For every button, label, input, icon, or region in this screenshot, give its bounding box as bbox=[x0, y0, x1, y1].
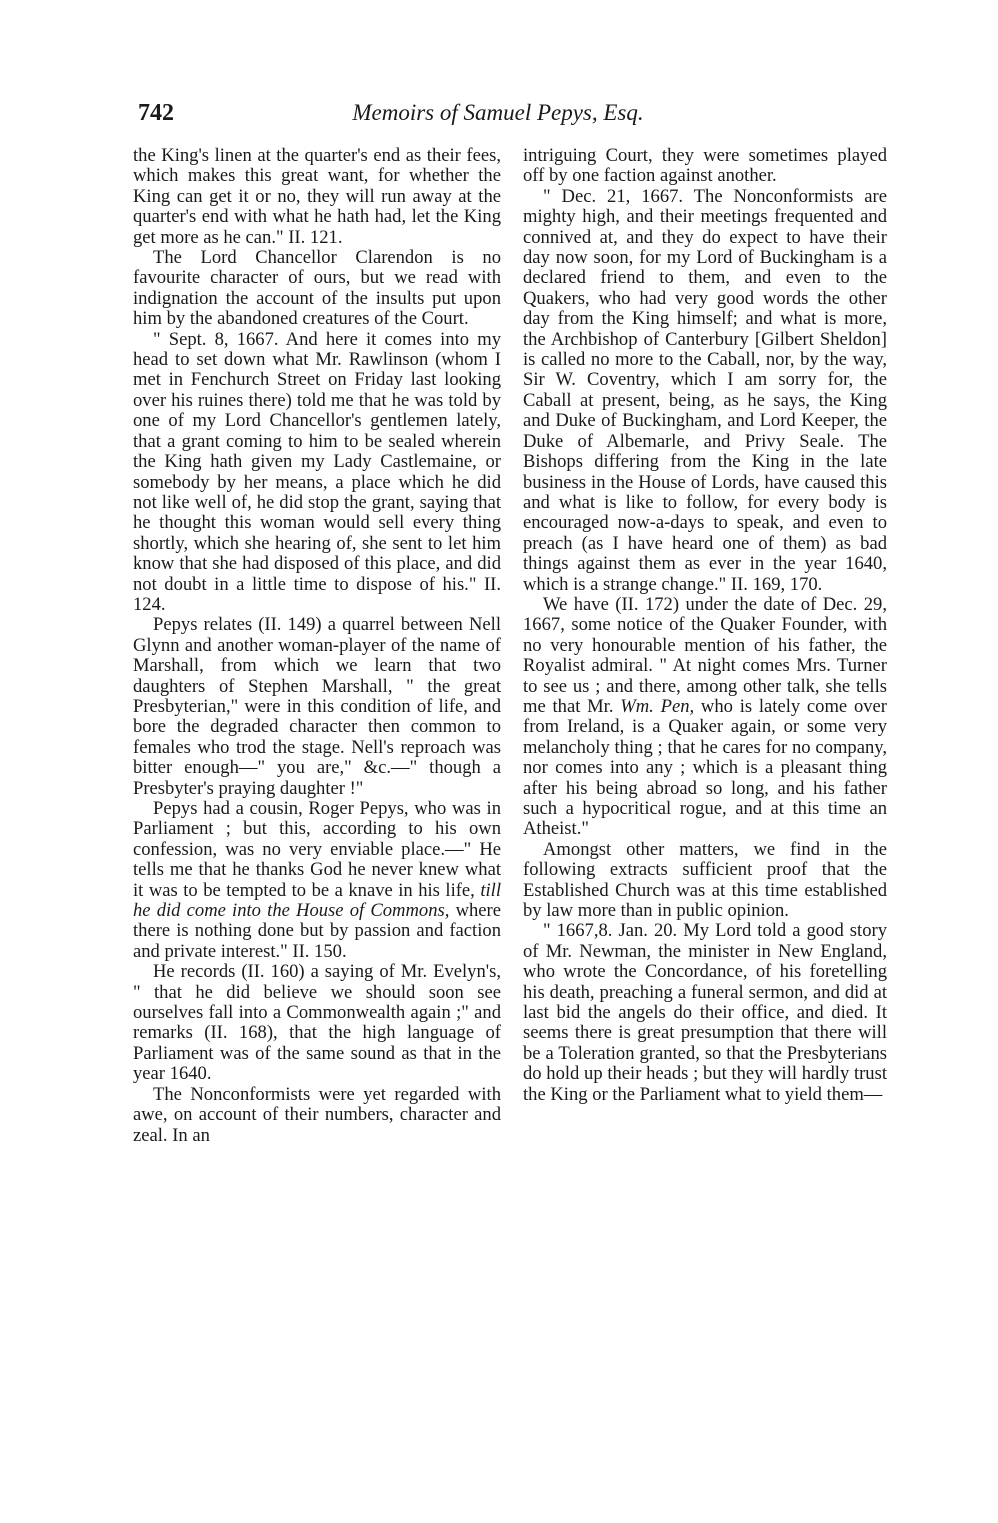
paragraph: " 1667,8. Jan. 20. My Lord told a good story of Mr. Newman, the minister in New England, who wrote the Concordance, of his foretelling his death, preaching a funeral sermon, and did at last bid the angels do their office, and died. It seems there is great presumption that there will be a Toleration granted, so that the Presbyterians do hold up their heads ; but they will hardly trust the King or the Parliament what to yield them— bbox=[523, 920, 887, 1105]
paragraph: The Lord Chancellor Clarendon is no favourite character of ours, but we read with indignation the account of the insults put upon him by the abandoned creatures of the Court. bbox=[133, 247, 501, 330]
paragraph: the King's linen at the quarter's end as their fees, which makes this great want, for whether the King can get it or no, they will run away at the quarter's end with what he hath had, let the King get more as he can." II. 121. bbox=[133, 145, 501, 248]
paragraph bbox=[523, 595, 887, 840]
paragraph-text: who is lately come over from Ireland, is a Quaker again, or some very melancholy thing ; that he cares for no company, nor comes into any ; which is a pleasant thing after his being abroad so long, and his father such a hypocritical rogue, and at this time an Atheist." bbox=[523, 695, 887, 840]
left-column bbox=[133, 146, 501, 1146]
italic-text: Wm. Pen, bbox=[620, 695, 695, 717]
paragraph: Amongst other matters, we find in the following extracts sufficient proof that the Established Church was at this time established by law more than in public opinion. bbox=[523, 838, 887, 922]
paragraph-text: Pepys had a cousin, Roger Pepys, who was in Parliament ; but this, according to his own confession, was no very enviable place.—" He tells me that he thanks God he never knew what it was to be tempted to be a knave in his life, bbox=[133, 798, 501, 901]
right-column bbox=[523, 146, 887, 1105]
paragraph-text: where there is nothing done but by passion and faction and private interest." II. 150. bbox=[133, 900, 501, 962]
paragraph: " Dec. 21, 1667. The Nonconformists are mighty high, and their meetings frequented and connived at, and they do expect to have their day now soon, for my Lord of Buckingham is a declared friend to them, and even to the Quakers, who had very good words the other day from the King himself; and what is more, the Archbishop of Canterbury [Gilbert Sheldon] is called no more to the Caball, nor, by the way, Sir W. Coventry, which I am sorry for, the Caball at present, being, as he says, the King and Duke of Buckingham, and Lord Keeper, the Duke of Albemarle, and Privy Seale. The Bishops differing from the King in the late business in the House of Lords, have caused this and what is like to follow, for every body is encouraged now-a-days to speak, and even to preach (as I have heard one of them) as bad things against them as ever in the year 1640, which is a strange change." II. 169, 170. bbox=[523, 185, 887, 595]
page-header bbox=[138, 100, 858, 136]
page-number: 742 bbox=[138, 100, 174, 126]
running-head: Memoirs of Samuel Pepys, Esq. bbox=[352, 100, 644, 125]
italic-text: till he did come into the House of Commons, bbox=[133, 879, 501, 922]
paragraph: intriguing Court, they were sometimes played off by one faction against another. bbox=[523, 145, 887, 187]
paragraph: Pepys relates (II. 149) a quarrel between Nell Glynn and another woman-player of the name of Marshall, from which we learn that two daughters of Stephen Marshall, " the great Presbyterian," were in this condition of life, and bore the degraded character then common to females who trod the stage. Nell's reproach was bitter enough—" you are," &c.—" though a Presbyter's praying daughter !" bbox=[133, 614, 501, 799]
paragraph bbox=[133, 799, 501, 962]
paragraph: The Nonconformists were yet regarded with awe, on account of their numbers, character and zeal. In an bbox=[133, 1083, 501, 1146]
paragraph: He records (II. 160) a saying of Mr. Evelyn's, " that he did believe we should soon see ourselves fall into a Commonwealth again ;" and remarks (II. 168), that the high language of Parliament was of the same sound as that in the year 1640. bbox=[133, 961, 501, 1085]
paragraph-text: We have (II. 172) under the date of Dec. 29, 1667, some notice of the Quaker Founder, with no very honourable mention of his father, the Royalist admiral. " At night comes Mrs. Turner to see us ; and there, among other talk, she tells me that Mr. bbox=[523, 593, 887, 717]
paragraph: " Sept. 8, 1667. And here it comes into my head to set down what Mr. Rawlinson (whom I met in Fenchurch Street on Friday last looking over his ruines there) told me that he was told by one of my Lord Chancellor's gentlemen lately, that a grant coming to him to be sealed wherein the King hath given my Lady Castlemaine, or somebody by her means, a place which he did not like well of, he did stop the grant, saying that he thought this woman would sell every thing shortly, which she hearing of, she sent to let him know that she had disposed of this place, and did not doubt in a little time to dispose of his." II. 124. bbox=[133, 328, 501, 615]
